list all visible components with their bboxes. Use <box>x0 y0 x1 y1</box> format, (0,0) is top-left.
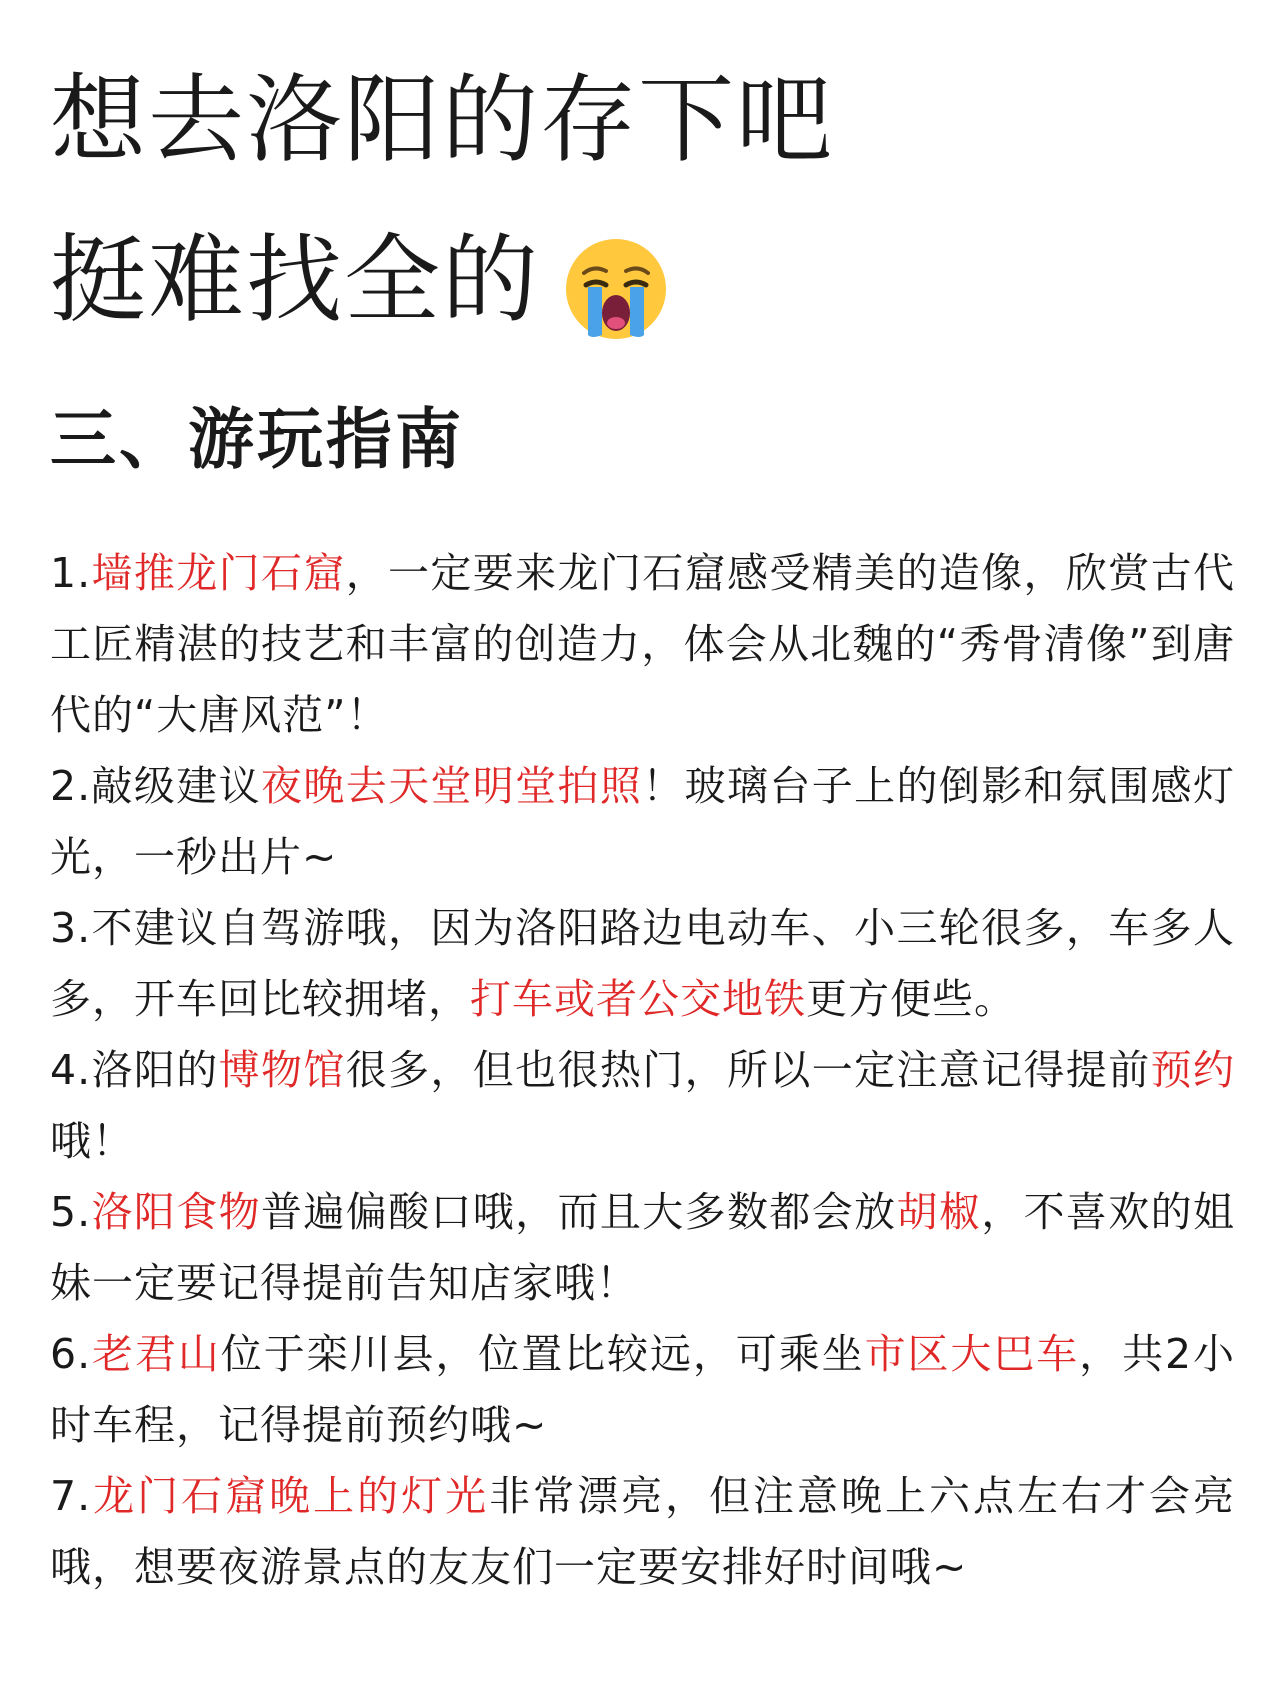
page-subtitle: 挺难找全的 <box>50 224 540 336</box>
highlight-text: 市区大巴车 <box>864 1330 1080 1378</box>
item-number: 1. <box>50 549 92 597</box>
item-number: 5. <box>50 1188 92 1236</box>
item-text: 位于栾川县，位置比较远，可乘坐 <box>220 1330 865 1378</box>
list-item-3 <box>50 893 1235 1035</box>
title-line-1 <box>50 40 1235 200</box>
item-text: 不建议自驾游哦，因为洛阳路边电动车、小三轮很多，车多人多，开车回比较拥堵， <box>50 904 1235 1023</box>
highlight-text: 老君山 <box>91 1330 221 1378</box>
item-text: ！玻璃台子上的倒影和氛围感灯光，一秒出片~ <box>50 762 1236 881</box>
item-number: 3. <box>50 904 92 952</box>
item-text: 很多，但也很热门，所以一定注意记得提前 <box>345 1046 1151 1094</box>
highlight-text: 博物馆 <box>218 1046 346 1094</box>
item-number: 7. <box>50 1472 92 1520</box>
highlight-text: 龙门石窟晚上的灯光 <box>91 1472 490 1520</box>
item-text: 洛阳的 <box>91 1046 219 1094</box>
note-page <box>50 40 1235 1603</box>
highlight-text: 打车或者公交地铁 <box>470 975 806 1023</box>
section-heading: 三、游玩指南 <box>50 401 464 478</box>
item-text: 非常漂亮，但注意晚上六点左右才会亮哦，想要夜游景点的友友们一定要安排好时间哦~ <box>50 1472 1235 1591</box>
item-text: 敲级建议 <box>91 762 261 810</box>
item-number: 2. <box>50 762 92 810</box>
highlight-text: 胡椒 <box>896 1188 982 1236</box>
item-text: 普遍偏酸口哦，而且大多数都会放 <box>260 1188 897 1236</box>
list-item-1 <box>50 538 1235 751</box>
list-item-7 <box>50 1461 1235 1603</box>
list-item-4 <box>50 1035 1235 1177</box>
highlight-text: 墙推龙门石窟 <box>91 549 346 597</box>
item-text: ，不喜欢的姐妹一定要记得提前告知店家哦！ <box>50 1188 1236 1307</box>
item-text: ，共2小时车程，记得提前预约哦~ <box>50 1330 1235 1449</box>
item-text: 更方便些。 <box>806 975 1016 1023</box>
page-title: 想去洛阳的存下吧 <box>50 64 834 176</box>
list-item-6 <box>50 1319 1235 1461</box>
item-text: ，一定要来龙门石窟感受精美的造像，欣赏古代工匠精湛的技艺和丰富的创造力，体会从北魏的“秀骨清像”到唐代的“大唐风范”！ <box>50 549 1236 739</box>
title-line-2 <box>50 200 1235 360</box>
item-number: 4. <box>50 1046 92 1094</box>
item-number: 6. <box>50 1330 92 1378</box>
crying-face-icon <box>562 230 670 338</box>
highlight-text: 夜晚去天堂明堂拍照 <box>260 762 643 810</box>
highlight-text: 预约 <box>1150 1046 1236 1094</box>
list-item-2 <box>50 751 1235 893</box>
highlight-text: 洛阳食物 <box>91 1188 261 1236</box>
guide-list <box>50 538 1235 1603</box>
item-text: 哦！ <box>50 1117 134 1165</box>
list-item-5 <box>50 1177 1235 1319</box>
